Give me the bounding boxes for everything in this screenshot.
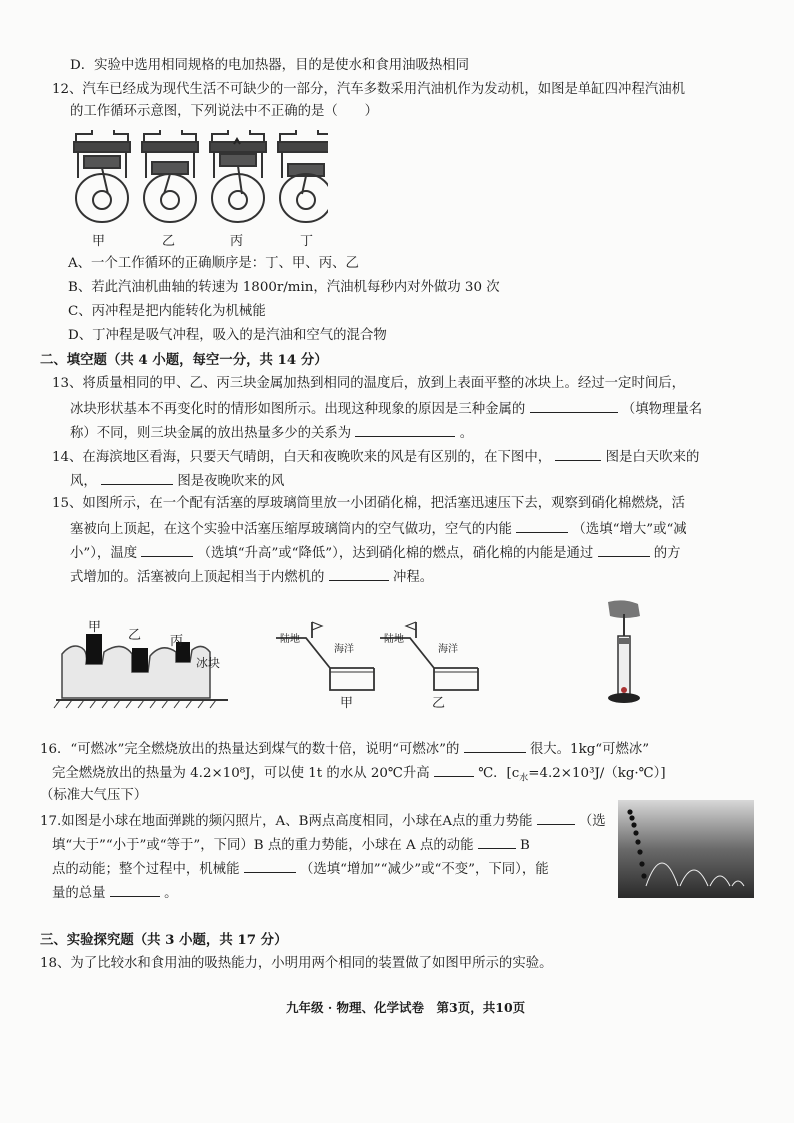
q12-option-c: C、丙冲程是把内能转化为机械能 <box>68 304 266 319</box>
q17-line1-text: 17.如图是小球在地面弹跳的频闪照片，A、B两点高度相同，小球在A点的重力势能 <box>40 814 533 829</box>
section2-heading: 二、填空题（共 4 小题，每空一分，共 14 分） <box>40 352 328 368</box>
coast2-sea-label: 海洋 <box>438 644 458 655</box>
q18-stem: 18、为了比较水和食用油的吸热能力，小明用两个相同的装置做了如图甲所示的实验。 <box>40 956 553 971</box>
coast-caption-yi: 乙 <box>432 696 446 711</box>
q15-line4 <box>70 566 433 588</box>
q17-line2 <box>52 834 530 856</box>
q16-line2-text: 完全燃烧放出的热量为 4.2×10⁸J，可以使 1t 的水从 20℃升高 <box>52 766 430 781</box>
coast-wind-figure <box>272 618 492 708</box>
coast-caption-jia: 甲 <box>340 696 354 711</box>
q14-line1-tail: 图是白天吹来的 <box>605 450 700 465</box>
coast-wind-svg <box>272 618 492 708</box>
q13-line3-tail: 。 <box>459 426 474 441</box>
engine-label-yi: 乙 <box>162 234 176 249</box>
coast1-sea-label: 海洋 <box>334 644 354 655</box>
q15-blank-3[interactable] <box>598 542 650 557</box>
q17-blank-4[interactable] <box>110 882 160 897</box>
q15-line4-text: 式增加的。活塞被向上顶起相当于内燃机的 <box>70 570 325 585</box>
q13-line2-tail: （填物理量名 <box>621 402 703 417</box>
q15-line3-text: 小”），温度 <box>70 546 138 561</box>
q17-blank-3[interactable] <box>244 858 296 873</box>
ice-label-jia: 甲 <box>88 620 102 635</box>
engine-label-bing: 丙 <box>230 234 244 249</box>
page-footer: 九年级 · 物理、化学试卷 第3页，共10页 <box>286 1000 526 1015</box>
q15-line3-tail: 的方 <box>653 546 681 561</box>
q16-line2 <box>52 762 666 789</box>
q17-blank-2[interactable] <box>478 834 516 849</box>
coast2-land-label: 陆地 <box>384 634 404 645</box>
q13-blank-1[interactable] <box>530 398 618 413</box>
engine-stroke-diagrams <box>68 128 328 228</box>
q13-blank-2[interactable] <box>355 422 455 437</box>
engine-label-jia: 甲 <box>92 234 106 249</box>
q16-line2-mid: ℃．[c <box>478 766 520 781</box>
q15-line2-text: 塞被向上顶起，在这个实验中活塞压缩厚玻璃筒内的空气做功，空气的内能 <box>70 522 512 537</box>
q15-line1: 15、如图所示，在一个配有活塞的厚玻璃筒里放一小团硝化棉，把活塞迅速压下去，观察到硝化棉燃烧，活 <box>52 496 686 511</box>
section3-heading: 三、实验探究题（共 3 小题，共 17 分） <box>40 932 288 948</box>
q12-stem-line1: 12、汽车已经成为现代生活不可缺少的一部分，汽车多数采用汽油机作为发动机，如图是单缸四冲程汽油机 <box>52 82 686 97</box>
bouncing-ball-photo <box>618 800 754 898</box>
q17-line3-text: 点的动能；整个过程中，机械能 <box>52 862 240 877</box>
q15-line3-mid: （选填“升高”或“降低”），达到硝化棉的燃点，硝化棉的内能是通过 <box>197 546 594 561</box>
q15-blank-2[interactable] <box>141 542 193 557</box>
q17-line3-tail: （选填“增加”“减少”或“不变”，下同），能 <box>300 862 549 877</box>
piston-tube-figure <box>594 598 654 708</box>
q17-line1-tail: （选 <box>578 814 606 829</box>
q14-blank-1[interactable] <box>555 446 601 461</box>
q17-line2-tail: B <box>520 838 530 853</box>
q15-line3 <box>70 542 681 564</box>
q17-line3 <box>52 858 549 880</box>
q14-line2-tail: 图是夜晚吹来的风 <box>177 474 285 489</box>
coast1-land-label: 陆地 <box>280 634 300 645</box>
q12-stem-line2: 的工作循环示意图，下列说法中不正确的是（ ） <box>70 104 378 119</box>
q14-line2 <box>70 470 284 492</box>
q15-line2-tail: （选填“增大”或“减 <box>572 522 687 537</box>
q14-line2-text: 风， <box>70 474 97 489</box>
q17-line2-text: 填“大于”“小于”或“等于”，下同）B 点的重力势能，小球在 A 点的动能 <box>52 838 474 853</box>
q17-line4-text: 量的总量 <box>52 886 106 901</box>
q12-option-d: D、丁冲程是吸气冲程，吸入的是汽油和空气的混合物 <box>68 328 387 343</box>
q14-line1-text: 14、在海滨地区看海，只要天气晴朗，白天和夜晚吹来的风是有区别的，在下图中， <box>52 450 552 465</box>
q15-line4-tail: 冲程。 <box>392 570 434 585</box>
q12-option-a: A、一个工作循环的正确顺序是：丁、甲、丙、乙 <box>68 256 359 271</box>
q12-option-b: B、若此汽油机曲轴的转速为 1800r/min，汽油机每秒内对外做功 30 次 <box>68 280 500 295</box>
q16-line1 <box>40 738 649 760</box>
q17-blank-1[interactable] <box>537 810 575 825</box>
q16-blank-1[interactable] <box>464 738 526 753</box>
engine-diagrams-svg <box>68 128 328 228</box>
engine-label-ding: 丁 <box>300 234 314 249</box>
ice-label-bing: 丙 <box>170 634 184 649</box>
q13-line2 <box>70 398 702 420</box>
q17-line4-tail: 。 <box>164 886 178 901</box>
q13-line2-text: 冰块形状基本不再变化时的情形如图所示。出现这种现象的原因是三种金属的 <box>70 402 526 417</box>
q15-blank-4[interactable] <box>329 566 389 581</box>
piston-tube-svg <box>594 598 654 708</box>
q13-line3-text: 称）不同，则三块金属的放出热量多少的关系为 <box>70 426 352 441</box>
ice-label-yi: 乙 <box>128 628 142 643</box>
q14-line1 <box>52 446 699 468</box>
q16-water-subscript: 水 <box>519 773 529 784</box>
q15-line2 <box>70 518 687 540</box>
q16-line2-tail: =4.2×10³J/（kg·℃）] <box>528 766 666 781</box>
q14-blank-2[interactable] <box>101 470 173 485</box>
ice-label: 冰块 <box>196 656 221 670</box>
q16-line1-text: 16．“可燃冰”完全燃烧放出的热量达到煤气的数十倍，说明“可燃冰”的 <box>40 742 460 757</box>
q16-line3: （标准大气压下） <box>40 788 148 803</box>
q17-line4 <box>52 882 177 904</box>
q16-blank-2[interactable] <box>434 762 474 777</box>
q11-option-d: D．实验中选用相同规格的电加热器，目的是使水和食用油吸热相同 <box>70 58 470 73</box>
q13-line3 <box>70 422 473 444</box>
q17-line1 <box>40 810 606 832</box>
bouncing-ball-svg <box>618 800 754 898</box>
q13-line1: 13、将质量相同的甲、乙、丙三块金属加热到相同的温度后，放到上表面平整的冰块上。经过一定时间后， <box>52 376 686 391</box>
q15-blank-1[interactable] <box>516 518 568 533</box>
q16-line1-tail: 很大。1kg“可燃冰” <box>529 742 650 757</box>
